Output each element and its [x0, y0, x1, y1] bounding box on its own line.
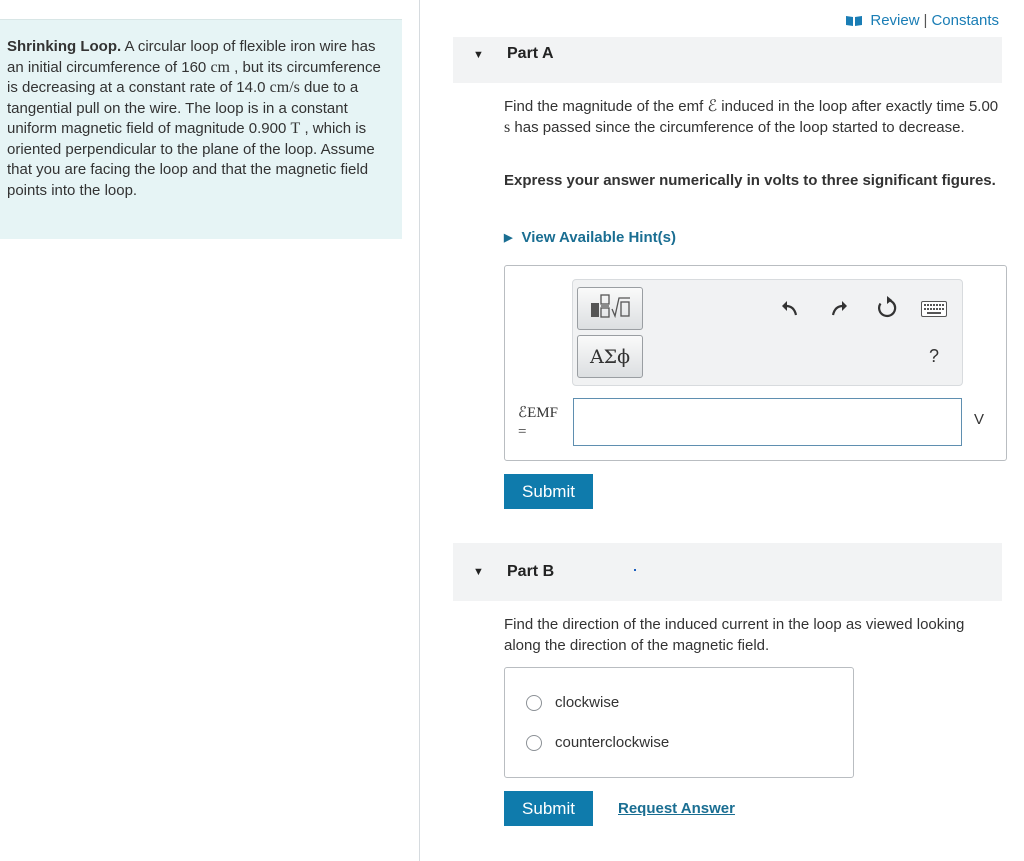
question-text: has passed since the circumference of the loop started to decrease.: [510, 118, 965, 136]
book-icon: [844, 14, 864, 28]
templates-button[interactable]: [577, 287, 643, 330]
options-container: [504, 667, 854, 778]
problem-text: , but its circumference is decreasing at a constant rate of 14.0: [7, 58, 381, 96]
unit-seconds: s: [504, 118, 511, 136]
unit-cm: cm: [210, 58, 230, 76]
option-counterclockwise[interactable]: [526, 734, 669, 751]
part-b-header[interactable]: [453, 543, 1002, 601]
option-label: counterclockwise: [555, 734, 670, 751]
emf-input-label: [518, 404, 558, 442]
greek-symbols-button[interactable]: [577, 335, 643, 378]
redo-icon[interactable]: [829, 297, 849, 321]
part-a-submit-button[interactable]: Submit: [504, 474, 593, 509]
part-a-header[interactable]: [453, 37, 1002, 83]
review-link[interactable]: Review: [870, 12, 920, 29]
option-label: clockwise: [555, 694, 620, 711]
templates-icon: [584, 289, 636, 328]
problem-text: due to a tangential pull on the wire. The loop is in a constant uniform magnetic field of magnitude 0.900: [7, 79, 359, 137]
reset-icon[interactable]: [876, 296, 898, 322]
expand-arrow-icon: ▶: [504, 232, 513, 244]
emf-label-text: ℰEMF: [518, 405, 558, 421]
option-clockwise[interactable]: [526, 694, 619, 711]
part-a-question: [504, 97, 1000, 138]
part-a-instruction: Express your answer numerically in volts to three significant figures.: [504, 172, 996, 189]
header-separator: |: [923, 12, 928, 29]
help-button[interactable]: ?: [929, 346, 940, 366]
part-b-question: Find the direction of the induced current in the loop as viewed looking along the direction of the magnetic field.: [504, 616, 965, 654]
problem-text: A circular loop of flexible iron wire has an initial circumference of 160: [7, 38, 376, 76]
hint-label: View Available Hint(s): [521, 229, 676, 246]
unit-label: V: [974, 411, 985, 428]
unit-tesla: T: [290, 120, 301, 137]
collapse-triangle-icon[interactable]: ▼: [473, 566, 484, 578]
greek-label: ΑΣϕ: [589, 345, 631, 368]
undo-icon[interactable]: [780, 297, 800, 321]
radio-button[interactable]: [526, 695, 542, 711]
problem-title: Shrinking Loop.: [7, 38, 122, 55]
problem-statement: [0, 20, 402, 239]
collapse-triangle-icon[interactable]: ▼: [473, 49, 484, 61]
part-b-submit-button[interactable]: Submit: [504, 791, 593, 826]
column-divider: [419, 0, 420, 861]
question-text: Find the magnitude of the emf: [504, 98, 708, 115]
stray-dot: [634, 569, 636, 571]
keyboard-icon[interactable]: [921, 301, 947, 321]
part-b-title: Part B: [507, 563, 555, 580]
problem-text: , which is oriented perpendicular to the plane of the loop. Assume that you are facing the loop and that the magnetic field points into the loop.: [7, 120, 375, 199]
header-links: [844, 12, 999, 29]
part-a-title: Part A: [507, 45, 554, 62]
emf-symbol: ℰ: [707, 98, 718, 115]
view-hints-link[interactable]: [504, 229, 676, 246]
emf-answer-input[interactable]: [573, 398, 962, 446]
request-answer-link[interactable]: Request Answer: [618, 800, 735, 817]
radio-button[interactable]: [526, 735, 542, 751]
question-text: induced in the loop after exactly time 5.00: [717, 98, 999, 115]
equals-sign: =: [518, 424, 527, 440]
unit-cm-per-s: cm/s: [269, 79, 300, 96]
constants-link[interactable]: Constants: [931, 12, 999, 29]
